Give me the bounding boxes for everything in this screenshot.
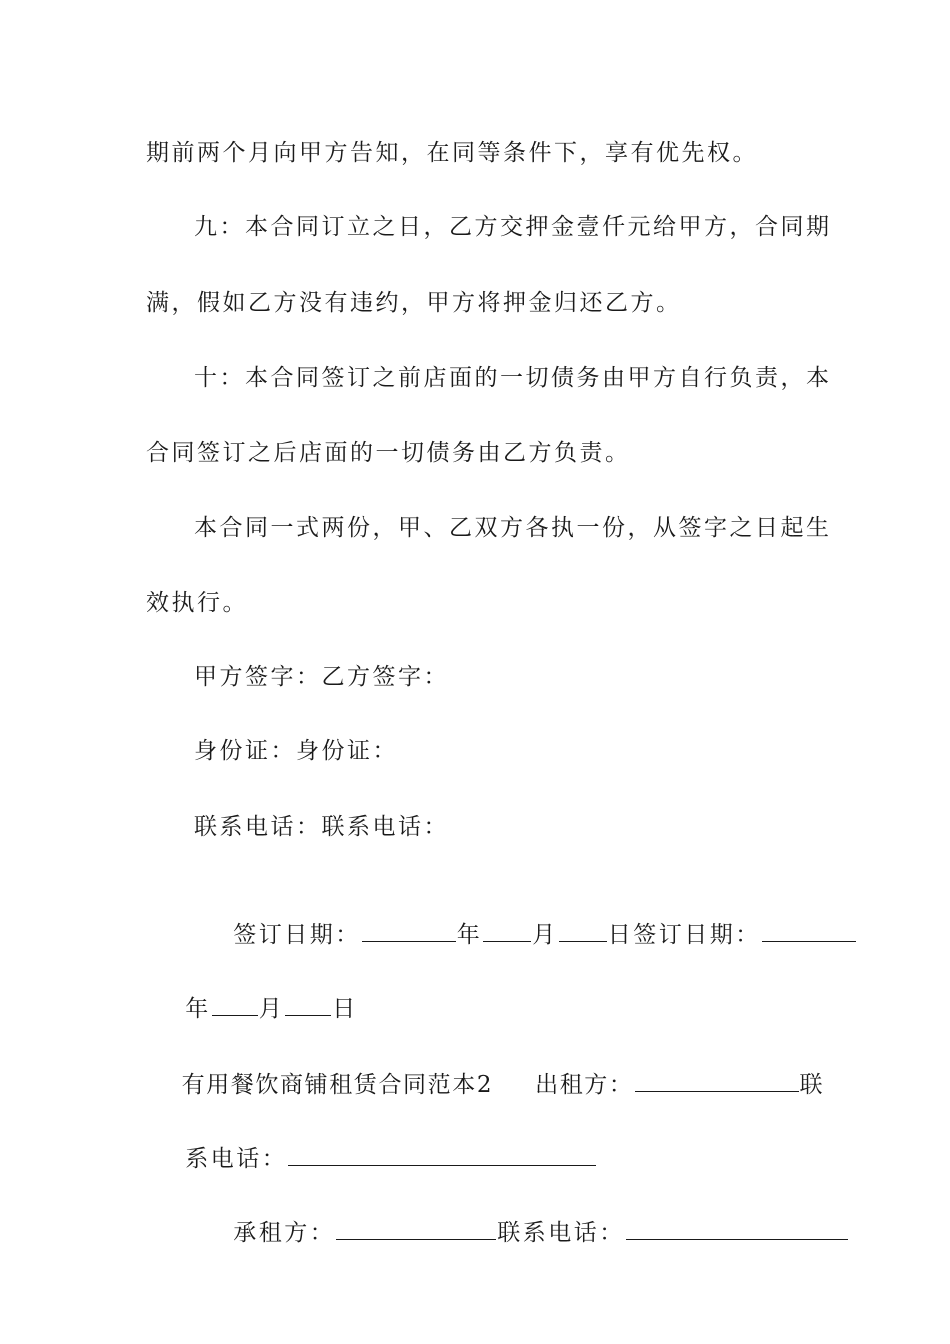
phone-label: 系电话： — [185, 1146, 288, 1172]
sample-two-title: 有用餐饮商铺租赁合同范本2 — [181, 1072, 494, 1098]
contact-phone-line: 联系电话：联系电话： — [194, 814, 449, 840]
id-card-line: 身份证：身份证： — [194, 738, 398, 764]
day-blank — [285, 993, 331, 1016]
lessee-blank — [336, 1217, 496, 1240]
day-label: 日 — [332, 996, 358, 1022]
day-blank — [559, 919, 607, 942]
clause-nine-line: 九：本合同订立之日，乙方交押金壹仟元给甲方，合同期 — [194, 214, 832, 240]
day-and-second-date-label: 日签订日期： — [607, 922, 761, 948]
signing-date-label: 签订日期： — [233, 922, 361, 948]
clause-ten-line: 十：本合同签订之前店面的一切债务由甲方自行负责，本 — [194, 365, 832, 391]
copies-clause-line: 本合同一式两份，甲、乙双方各执一份，从签字之日起生 — [194, 515, 832, 541]
year-blank — [762, 919, 856, 942]
signing-date-line — [194, 884, 806, 948]
sample-two-line — [146, 1034, 825, 1098]
lessor-phone-line — [146, 1108, 806, 1172]
paragraph-line: 效执行。 — [146, 590, 248, 616]
phone-blank — [288, 1143, 596, 1166]
signature-line: 甲方签字：乙方签字： — [194, 664, 449, 690]
month-blank — [483, 919, 531, 942]
lessee-phone-label: 联系电话： — [497, 1220, 625, 1246]
lessee-label: 承租方： — [233, 1220, 336, 1246]
lessor-label: 出租方： — [535, 1072, 634, 1098]
month-label: 月 — [532, 922, 558, 948]
paragraph-line: 满，假如乙方没有违约，甲方将押金归还乙方。 — [146, 290, 682, 316]
lessee-phone-blank — [626, 1217, 848, 1240]
paragraph-line: 期前两个月向甲方告知，在同等条件下，享有优先权。 — [146, 140, 758, 166]
lessor-blank — [635, 1069, 799, 1092]
year-label: 年 — [456, 922, 483, 948]
paragraph-line: 合同签订之后店面的一切债务由乙方负责。 — [146, 440, 631, 466]
signing-date-continuation — [146, 958, 806, 1022]
lessee-line — [194, 1182, 806, 1246]
month-label: 月 — [258, 996, 285, 1022]
month-blank — [212, 993, 258, 1016]
year-blank — [362, 919, 456, 942]
phone-label-start: 联 — [799, 1072, 825, 1098]
year-label: 年 — [185, 996, 211, 1022]
